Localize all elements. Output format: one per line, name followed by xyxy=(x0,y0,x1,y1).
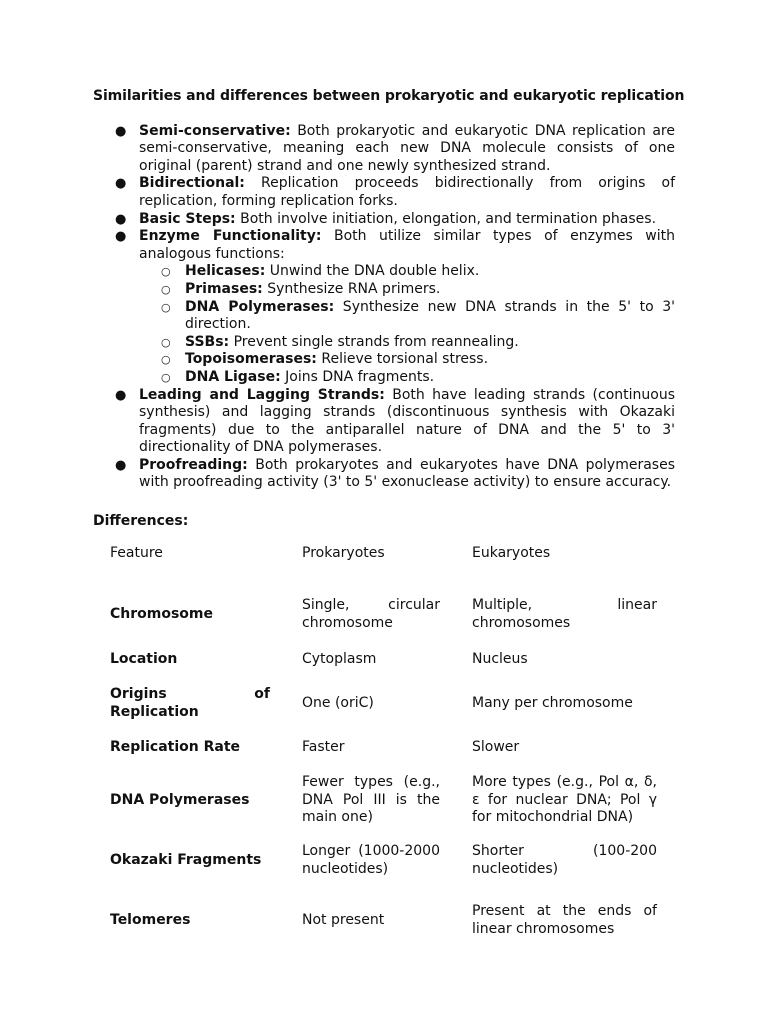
sub-item-term: DNA Ligase: xyxy=(185,368,281,385)
circle-bullet-icon: ○ xyxy=(161,353,171,367)
table-cell: One (oriC) xyxy=(302,695,374,712)
differences-table xyxy=(110,545,657,947)
item-text: Both have leading strands (continuous synthesis) and lagging strands (discontinuous synthesis with Okazaki fragments) due to the antiparallel nature of DNA and the 5' to 3' directionality of DNA polymerases. xyxy=(139,386,675,456)
sub-item-text: Prevent single strands from reannealing. xyxy=(229,333,519,350)
list-item xyxy=(93,457,675,492)
cell-text: Single, circular chromosome xyxy=(302,597,440,631)
list-item xyxy=(93,228,675,386)
circle-bullet-icon: ○ xyxy=(161,265,171,279)
table-header-cell: Eukaryotes xyxy=(472,545,551,561)
table-row xyxy=(110,597,657,633)
item-text: Replication proceeds bidirectionally from origins of replication, forming replication forks. xyxy=(139,175,675,209)
table-header-cell: Prokaryotes xyxy=(302,545,385,561)
table-row xyxy=(110,633,657,686)
table-cell: Telomeres xyxy=(110,911,191,928)
item-term: Semi-conservative: xyxy=(139,122,291,139)
table-cell: Present at the ends of linear chromosomes xyxy=(472,903,657,937)
circle-bullet-icon: ○ xyxy=(161,300,171,314)
item-term: Leading and Lagging Strands: xyxy=(139,386,385,403)
list-item xyxy=(93,175,675,210)
sub-list-item xyxy=(139,369,675,387)
table-cell: Not present xyxy=(302,911,385,928)
item-text: Both prokaryotic and eukaryotic DNA replication are semi-conservative, meaning each new DNA molecule consists of one original (parent) strand and one newly synthesized strand. xyxy=(139,122,675,174)
page-title: Similarities and differences between prokaryotic and eukaryotic replication xyxy=(93,88,685,104)
table-cell: Slower xyxy=(472,739,520,756)
list-item xyxy=(93,211,675,229)
sub-item-text: Synthesize new DNA strands in the 5' to 3' direction. xyxy=(185,298,675,333)
circle-bullet-icon: ○ xyxy=(161,282,171,296)
bullet-icon: ● xyxy=(115,211,127,227)
document-page xyxy=(93,88,685,531)
sub-list-item xyxy=(139,334,675,352)
item-term: Basic Steps: xyxy=(139,210,236,227)
item-term: Proofreading: xyxy=(139,456,248,473)
table-cell: Chromosome xyxy=(110,606,214,623)
table-cell: Location xyxy=(110,650,178,667)
sub-item-text: Joins DNA fragments. xyxy=(280,368,435,385)
sub-list-item xyxy=(139,281,675,299)
circle-bullet-icon: ○ xyxy=(161,370,171,384)
list-item xyxy=(93,123,675,176)
enzyme-list xyxy=(139,263,675,386)
table-cell: Longer (1000-2000 nucleotides) xyxy=(302,843,440,877)
table-cell: Shorter (100-200 nucleotides) xyxy=(472,843,657,877)
sub-item-term: Primases: xyxy=(185,280,263,297)
table-cell: Replication Rate xyxy=(110,739,241,756)
sub-item-text: Synthesize RNA primers. xyxy=(262,280,441,297)
table-row xyxy=(110,686,657,722)
item-text: Both utilize similar types of enzymes with analogous functions: xyxy=(139,228,675,262)
table-cell: Nucleus xyxy=(472,650,528,667)
circle-bullet-icon: ○ xyxy=(161,335,171,349)
table-row xyxy=(110,774,657,827)
table-cell: Many per chromosome xyxy=(472,695,633,712)
table-cell: Cytoplasm xyxy=(302,650,377,667)
table-cell: Origins of Replication xyxy=(110,686,270,720)
table-row xyxy=(110,722,657,774)
sub-list-item xyxy=(139,299,675,334)
item-text: Both prokaryotes and eukaryotes have DNA polymerases with proofreading activity (3' to 5' exonuclease activity) to ensure accuracy. xyxy=(139,456,675,491)
bullet-icon: ● xyxy=(115,123,127,139)
sub-item-term: Topoisomerases: xyxy=(185,351,317,368)
cell-text: Multiple, linear chromosomes xyxy=(472,597,657,631)
bullet-icon: ● xyxy=(115,229,127,245)
table-cell: Fewer types (e.g., DNA Pol III is the main one) xyxy=(302,774,440,826)
sub-item-term: Helicases: xyxy=(185,263,266,280)
table-cell: More types (e.g., Pol α, δ, ε for nuclear DNA; Pol γ for mitochondrial DNA) xyxy=(472,774,657,826)
sub-item-text: Relieve torsional stress. xyxy=(316,351,489,368)
table-header-cell: Feature xyxy=(110,545,163,561)
bullet-icon: ● xyxy=(115,176,127,192)
item-term: Enzyme Functionality: xyxy=(139,228,322,245)
sub-list-item xyxy=(139,263,675,281)
table-cell: Okazaki Fragments xyxy=(110,851,262,868)
table-row xyxy=(110,827,657,895)
table-row xyxy=(110,895,657,947)
sub-item-term: SSBs: xyxy=(185,333,230,350)
bullet-icon: ● xyxy=(115,387,127,403)
item-term: Bidirectional: xyxy=(139,175,245,192)
sub-list-item xyxy=(139,351,675,369)
item-text: Both involve initiation, elongation, and termination phases. xyxy=(235,210,657,227)
bullet-icon: ● xyxy=(115,457,127,473)
table-header-row xyxy=(110,545,657,597)
similarities-list xyxy=(93,123,675,492)
list-item xyxy=(93,387,675,457)
table-cell: Faster xyxy=(302,739,345,756)
table-cell: DNA Polymerases xyxy=(110,791,250,808)
differences-heading: Differences: xyxy=(93,513,189,530)
sub-item-term: DNA Polymerases: xyxy=(185,298,335,315)
table-cell xyxy=(302,597,472,633)
table-cell xyxy=(472,597,657,633)
sub-item-text: Unwind the DNA double helix. xyxy=(265,263,480,280)
